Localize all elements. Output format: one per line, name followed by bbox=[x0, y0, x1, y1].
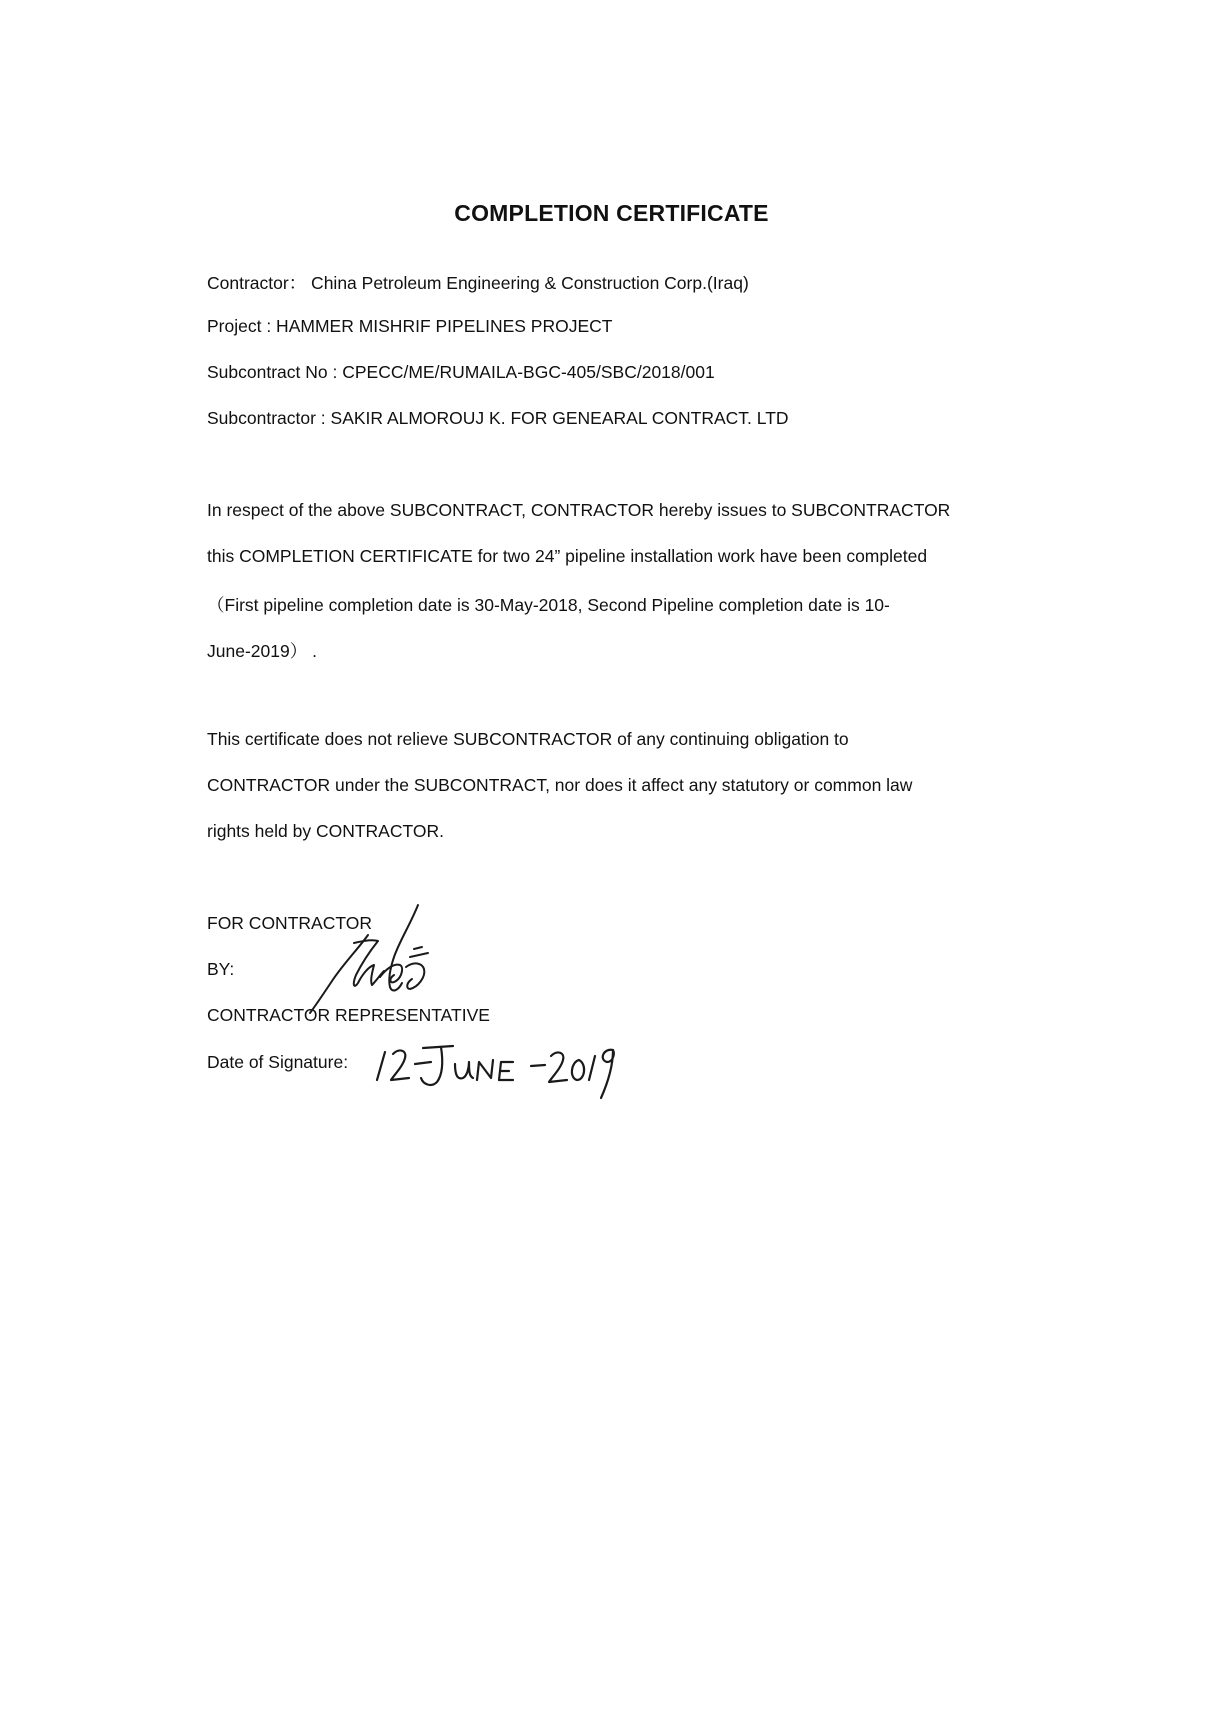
for-contractor-label: FOR CONTRACTOR bbox=[207, 913, 372, 933]
paragraph1-line2: this COMPLETION CERTIFICATE for two 24” pipeline installation work have been completed bbox=[207, 546, 928, 566]
paragraph1-line1: In respect of the above SUBCONTRACT, CONTRACTOR hereby issues to SUBCONTRACTOR bbox=[207, 500, 951, 520]
handwritten-signature-icon bbox=[310, 905, 450, 1015]
project-line: Project : HAMMER MISHRIF PIPELINES PROJECT bbox=[207, 316, 613, 336]
contractor-representative-label: CONTRACTOR REPRESENTATIVE bbox=[207, 1005, 490, 1025]
paragraph1-line4: June-2019） . bbox=[207, 641, 317, 661]
paragraph1-line3: （First pipeline completion date is 30-May-2018, Second Pipeline completion date is 10- bbox=[207, 595, 890, 615]
paragraph2-line1: This certificate does not relieve SUBCONTRACTOR of any continuing obligation to bbox=[207, 729, 849, 749]
paragraph2-line2: CONTRACTOR under the SUBCONTRACT, nor does it affect any statutory or common law bbox=[207, 775, 913, 795]
paragraph2-line3: rights held by CONTRACTOR. bbox=[207, 821, 444, 841]
by-label: BY: bbox=[207, 959, 235, 979]
subcontractor-line: Subcontractor : SAKIR ALMOROUJ K. FOR GENEARAL CONTRACT. LTD bbox=[207, 408, 789, 428]
handwritten-date-icon bbox=[375, 1040, 620, 1100]
document-title: COMPLETION CERTIFICATE bbox=[454, 200, 769, 226]
contractor-line: Contractor： China Petroleum Engineering & Construction Corp.(Iraq) bbox=[207, 273, 749, 293]
date-of-signature-label: Date of Signature: bbox=[207, 1052, 349, 1072]
subcontract-number-line: Subcontract No : CPECC/ME/RUMAILA-BGC-405/SBC/2018/001 bbox=[207, 362, 715, 382]
